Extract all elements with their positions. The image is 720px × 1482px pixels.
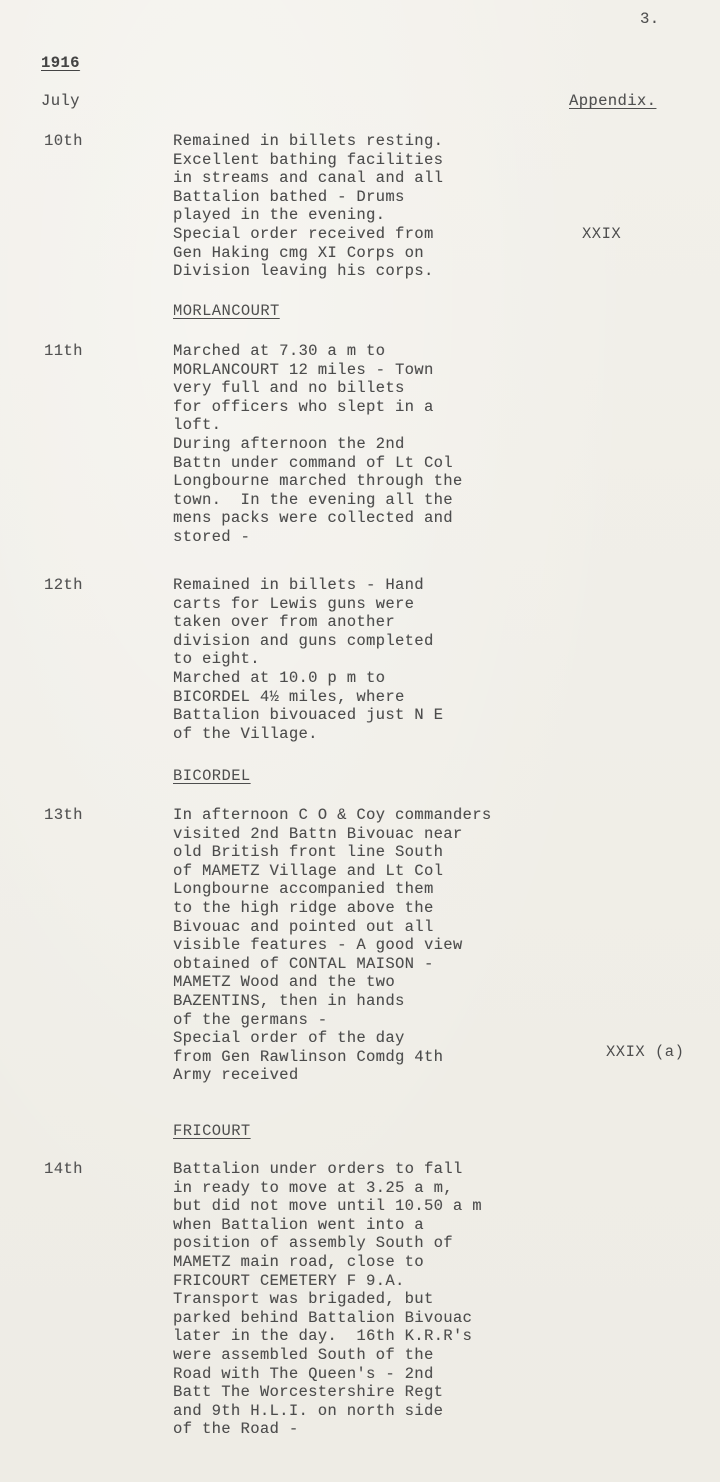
entry-line: later in the day. 16th K.R.R's [173, 1327, 473, 1346]
appendix-ref-xxix: XXIX [582, 225, 622, 243]
entry-text-12th [173, 576, 443, 743]
entry-line: obtained of CONTAL MAISON - [173, 954, 434, 973]
entry-line: During afternoon the 2nd [173, 434, 405, 453]
entry-date-13th: 13th [44, 806, 83, 824]
entry-line: MORLANCOURT 12 miles - Town [173, 360, 434, 379]
entry-line: MAMETZ main road, close to [173, 1252, 424, 1271]
entry-line: of the Road - [173, 1420, 299, 1439]
entry-line: Marched at 10.0 p m to [173, 668, 386, 687]
entry-line: Longbourne accompanied them [173, 880, 434, 899]
entry-line: but did not move until 10.50 a m [173, 1197, 482, 1216]
year-heading: 1916 [41, 54, 80, 72]
entry-line: FRICOURT CEMETERY F 9.A. [173, 1271, 405, 1290]
entry-line: when Battalion went into a [173, 1215, 424, 1234]
entry-line: position of assembly South of [173, 1234, 453, 1253]
entry-line: town. In the evening all the [173, 490, 453, 509]
entry-line: of the Village. [173, 724, 318, 743]
entry-date-10th: 10th [44, 132, 83, 150]
entry-line: Battn under command of Lt Col [173, 453, 453, 472]
entry-line: Road with The Queen's - 2nd [173, 1364, 434, 1383]
entry-line: in ready to move at 3.25 a m, [173, 1178, 453, 1197]
entry-line: Bivouac and pointed out all [173, 917, 434, 936]
appendix-header: Appendix. [569, 92, 657, 110]
entry-text-10th [173, 132, 443, 281]
entry-line: of MAMETZ Village and Lt Col [173, 861, 444, 880]
entry-line: Remained in billets resting. [173, 132, 444, 150]
appendix-ref-xxix-a: XXIX (a) [606, 1043, 685, 1061]
place-heading-morlancourt: MORLANCOURT [173, 302, 280, 320]
entry-line: visited 2nd Battn Bivouac near [173, 824, 463, 843]
entry-line: Special order received from [173, 224, 434, 243]
page-number: 3. [640, 10, 660, 28]
entry-text-11th [173, 342, 463, 547]
entry-line: to the high ridge above the [173, 898, 434, 917]
entry-line: stored - [173, 527, 251, 546]
entry-line: loft. [173, 416, 222, 435]
entry-text-14th [173, 1160, 482, 1439]
entry-line: Longbourne marched through the [173, 472, 463, 491]
entry-line: Marched at 7.30 a m to [173, 342, 386, 360]
month-label: July [41, 92, 80, 110]
entry-line: Gen Haking cmg XI Corps on [173, 243, 424, 262]
entry-line: of the germans - [173, 1010, 328, 1029]
entry-line: Battalion under orders to fall [173, 1160, 463, 1178]
entry-line: taken over from another [173, 613, 395, 632]
entry-line: old British front line South [173, 843, 444, 862]
entry-line: played in the evening. [173, 206, 386, 225]
entry-line: to eight. [173, 650, 260, 669]
entry-line: MAMETZ Wood and the two [173, 973, 395, 992]
entry-line: Special order of the day [173, 1029, 405, 1048]
entry-line: Division leaving his corps. [173, 262, 434, 281]
entry-line: in streams and canal and all [173, 169, 444, 188]
entry-line: parked behind Battalion Bivouac [173, 1308, 473, 1327]
entry-line: from Gen Rawlinson Comdg 4th [173, 1047, 444, 1066]
entry-text-13th [173, 806, 492, 1085]
entry-line: for officers who slept in a [173, 397, 434, 416]
entry-line: Battalion bathed - Drums [173, 187, 405, 206]
entry-line: very full and no billets [173, 379, 405, 398]
entry-line: Transport was brigaded, but [173, 1290, 434, 1309]
entry-line: Remained in billets - Hand [173, 576, 424, 594]
entry-line: division and guns completed [173, 631, 434, 650]
entry-date-11th: 11th [44, 342, 83, 360]
entry-date-12th: 12th [44, 576, 83, 594]
entry-line: Battalion bivouaced just N E [173, 706, 444, 725]
entry-line: Army received [173, 1066, 299, 1085]
entry-line: Batt The Worcestershire Regt [173, 1383, 444, 1402]
entry-line: visible features - A good view [173, 936, 463, 955]
entry-line: mens packs were collected and [173, 509, 453, 528]
entry-line: Excellent bathing facilities [173, 150, 444, 169]
entry-date-14th: 14th [44, 1160, 83, 1178]
entry-line: and 9th H.L.I. on north side [173, 1401, 444, 1420]
entry-line: BICORDEL 4½ miles, where [173, 687, 405, 706]
entry-line: carts for Lewis guns were [173, 594, 415, 613]
place-heading-bicordel: BICORDEL [173, 767, 251, 785]
entry-line: In afternoon C O & Coy commanders [173, 806, 492, 824]
entry-line: BAZENTINS, then in hands [173, 991, 405, 1010]
place-heading-fricourt: FRICOURT [173, 1122, 251, 1140]
entry-line: were assembled South of the [173, 1345, 434, 1364]
